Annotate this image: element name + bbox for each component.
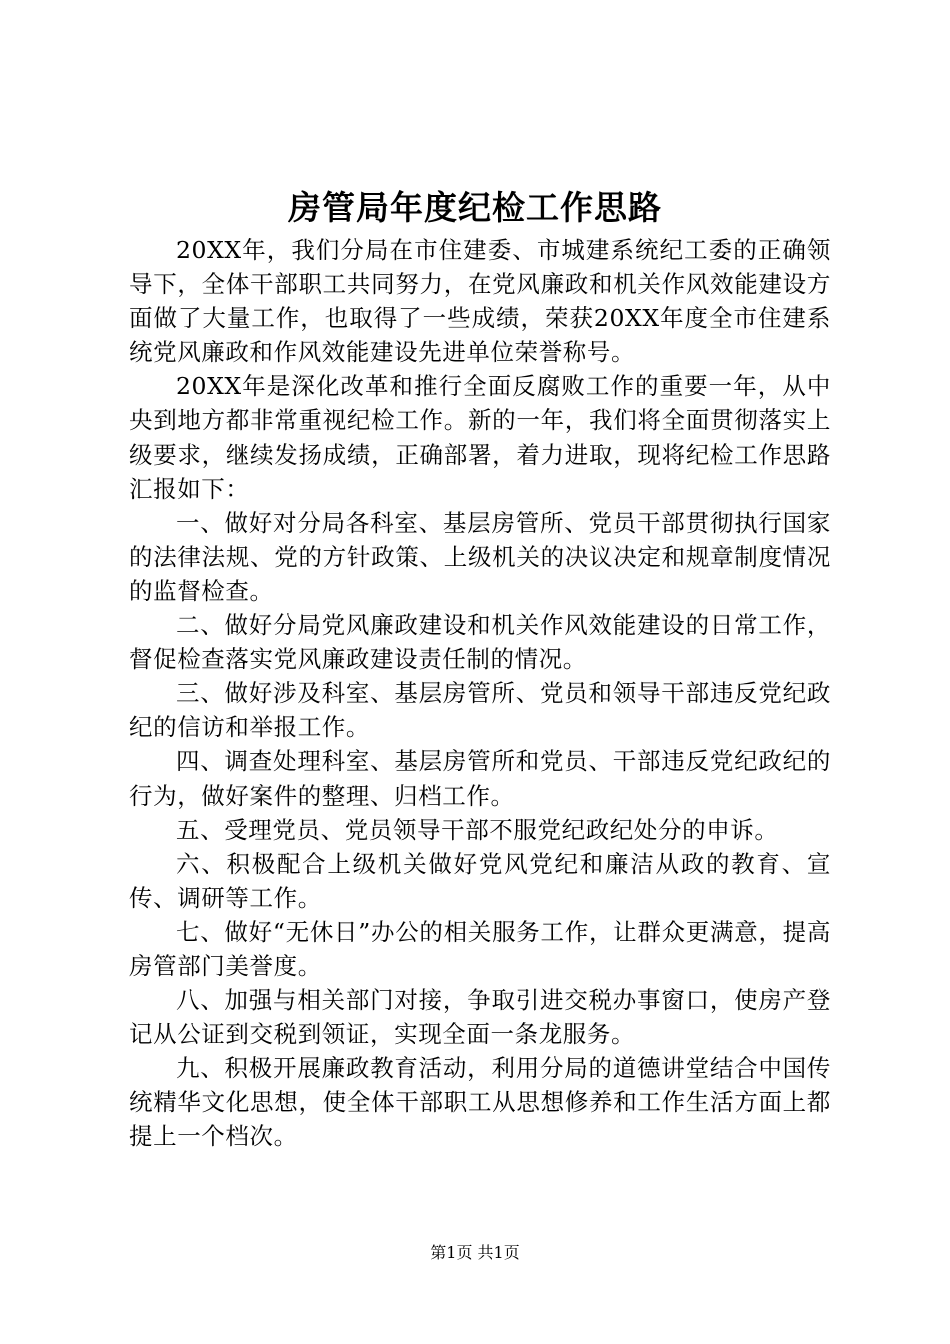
paragraph: 20XX年是深化改革和推行全面反腐败工作的重要一年，从中央到地方都非常重视纪检工作。新的一年，我们将全面贯彻落实上级要求，继续发扬成绩，正确部署，着力进取，现将纪检工作思路汇报如下： [129,372,831,503]
paragraph: 六、积极配合上级机关做好党风党纪和廉洁从政的教育、宣传、调研等工作。 [129,849,831,912]
paragraph: 20XX年，我们分局在市住建委、市城建系统纪工委的正确领导下，全体干部职工共同努力，在党风廉政和机关作风效能建设方面做了大量工作，也取得了一些成绩，荣获20XX年度全市住建系统党风廉政和作风效能建设先进单位荣誉称号。 [129,236,831,367]
paragraph: 一、做好对分局各科室、基层房管所、党员干部贯彻执行国家的法律法规、党的方针政策、上级机关的决议决定和规章制度情况的监督检查。 [129,508,831,605]
paragraph: 八、加强与相关部门对接，争取引进交税办事窗口，使房产登记从公证到交税到领证，实现全面一条龙服务。 [129,986,831,1049]
paragraph: 五、受理党员、党员领导干部不服党纪政纪处分的申诉。 [176,815,779,844]
page-footer: 第1页 共1页 [430,1243,520,1262]
paragraph: 四、调查处理科室、基层房管所和党员、干部违反党纪政纪的行为，做好案件的整理、归档工作。 [129,747,831,810]
document-body [129,233,831,1154]
paragraph: 三、做好涉及科室、基层房管所、党员和领导干部违反党纪政纪的信访和举报工作。 [129,679,831,742]
paragraph: 九、积极开展廉政教育活动，利用分局的道德讲堂结合中国传统精华文化思想，使全体干部职工从思想修养和工作生活方面上都提上一个档次。 [129,1054,831,1151]
paragraph: 七、做好“无休日”办公的相关服务工作，让群众更满意，提高房管部门美誉度。 [129,917,831,980]
document-title: 房管局年度纪检工作思路 [288,188,662,227]
paragraph: 二、做好分局党风廉政建设和机关作风效能建设的日常工作，督促检查落实党风廉政建设责任制的情况。 [129,611,831,674]
